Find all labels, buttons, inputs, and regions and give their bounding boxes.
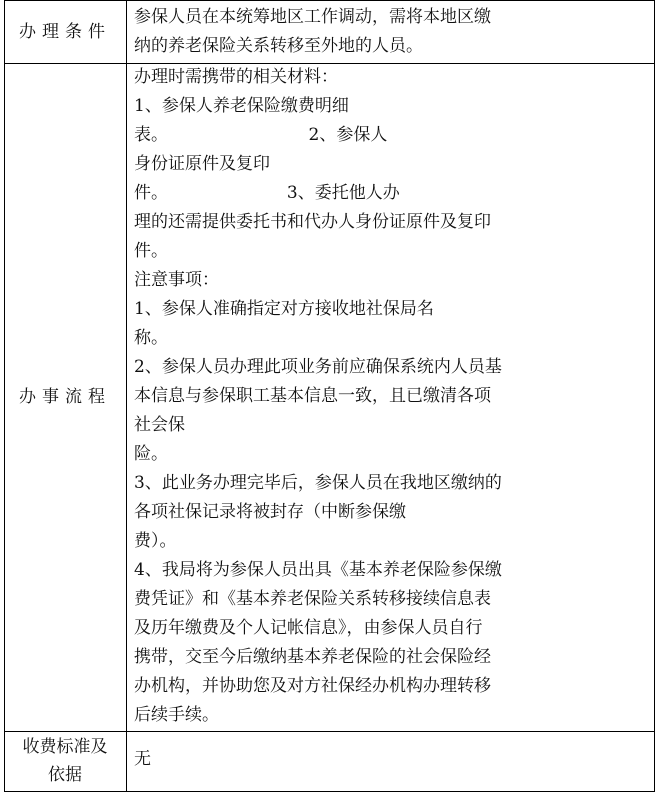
process-text-line: 社会保 bbox=[134, 415, 185, 435]
process-text-line: 1、参保人准确指定对方接收地社保局名 bbox=[134, 299, 434, 319]
table-top-border bbox=[4, 0, 655, 1]
process-text-line: 费）。 bbox=[134, 531, 177, 551]
process-text-line: 办理时需携带的相关材料： bbox=[134, 67, 338, 87]
process-text-line: 表。 2、参保人 bbox=[134, 125, 388, 145]
process-text-line: 注意事项： bbox=[134, 270, 219, 290]
process-text-line: 理的还需提供委托书和代办人身份证原件及复印 bbox=[134, 212, 491, 232]
row-divider-process bbox=[4, 731, 655, 732]
fee-label-line1: 收费标准及 bbox=[22, 737, 108, 757]
conditions-text-line: 参保人员在本统筹地区工作调动，需将本地区缴 bbox=[134, 7, 491, 27]
process-text-line: 本信息与参保职工基本信息一致，且已缴清各项 bbox=[134, 386, 491, 406]
process-text-line: 各项社保记录将被封存（中断参保缴 bbox=[134, 502, 406, 522]
process-text-line: 件。 3、委托他人办 bbox=[134, 183, 400, 203]
table-bottom-border bbox=[4, 791, 655, 792]
conditions-label: 办理条件 bbox=[19, 22, 111, 42]
process-text-line: 2、参保人员办理此项业务前应确保系统内人员基 bbox=[134, 357, 502, 377]
process-text-line: 件。 bbox=[134, 241, 168, 261]
process-text-line: 及历年缴费及个人记帐信息》，由参保人员自行 bbox=[134, 618, 483, 638]
process-text-line: 称。 bbox=[134, 328, 168, 348]
process-text-line: 后续手续。 bbox=[134, 705, 219, 725]
column-divider bbox=[126, 0, 127, 792]
process-text-line: 3、此业务办理完毕后，参保人员在我地区缴纳的 bbox=[134, 473, 502, 493]
process-text-line: 携带，交至今后缴纳基本养老保险的社会保险经 bbox=[134, 647, 491, 667]
fee-value: 无 bbox=[134, 749, 151, 769]
process-text-line: 办机构，并协助您及对方社保经办机构办理转移 bbox=[134, 676, 491, 696]
process-text-line: 4、我局将为参保人员出具《基本养老保险参保缴 bbox=[134, 560, 502, 580]
process-label: 办事流程 bbox=[19, 387, 111, 407]
conditions-text-line: 纳的养老保险关系转移至外地的人员。 bbox=[134, 36, 423, 56]
process-text-line: 1、参保人养老保险缴费明细 bbox=[134, 96, 349, 116]
process-text-line: 费凭证》和《基本养老保险关系转移接续信息表 bbox=[134, 589, 491, 609]
fee-label-line2: 依据 bbox=[48, 765, 82, 785]
process-text-line: 险。 bbox=[134, 444, 168, 464]
table-right-border bbox=[654, 0, 655, 792]
process-text-line: 身份证原件及复印 bbox=[134, 154, 270, 174]
